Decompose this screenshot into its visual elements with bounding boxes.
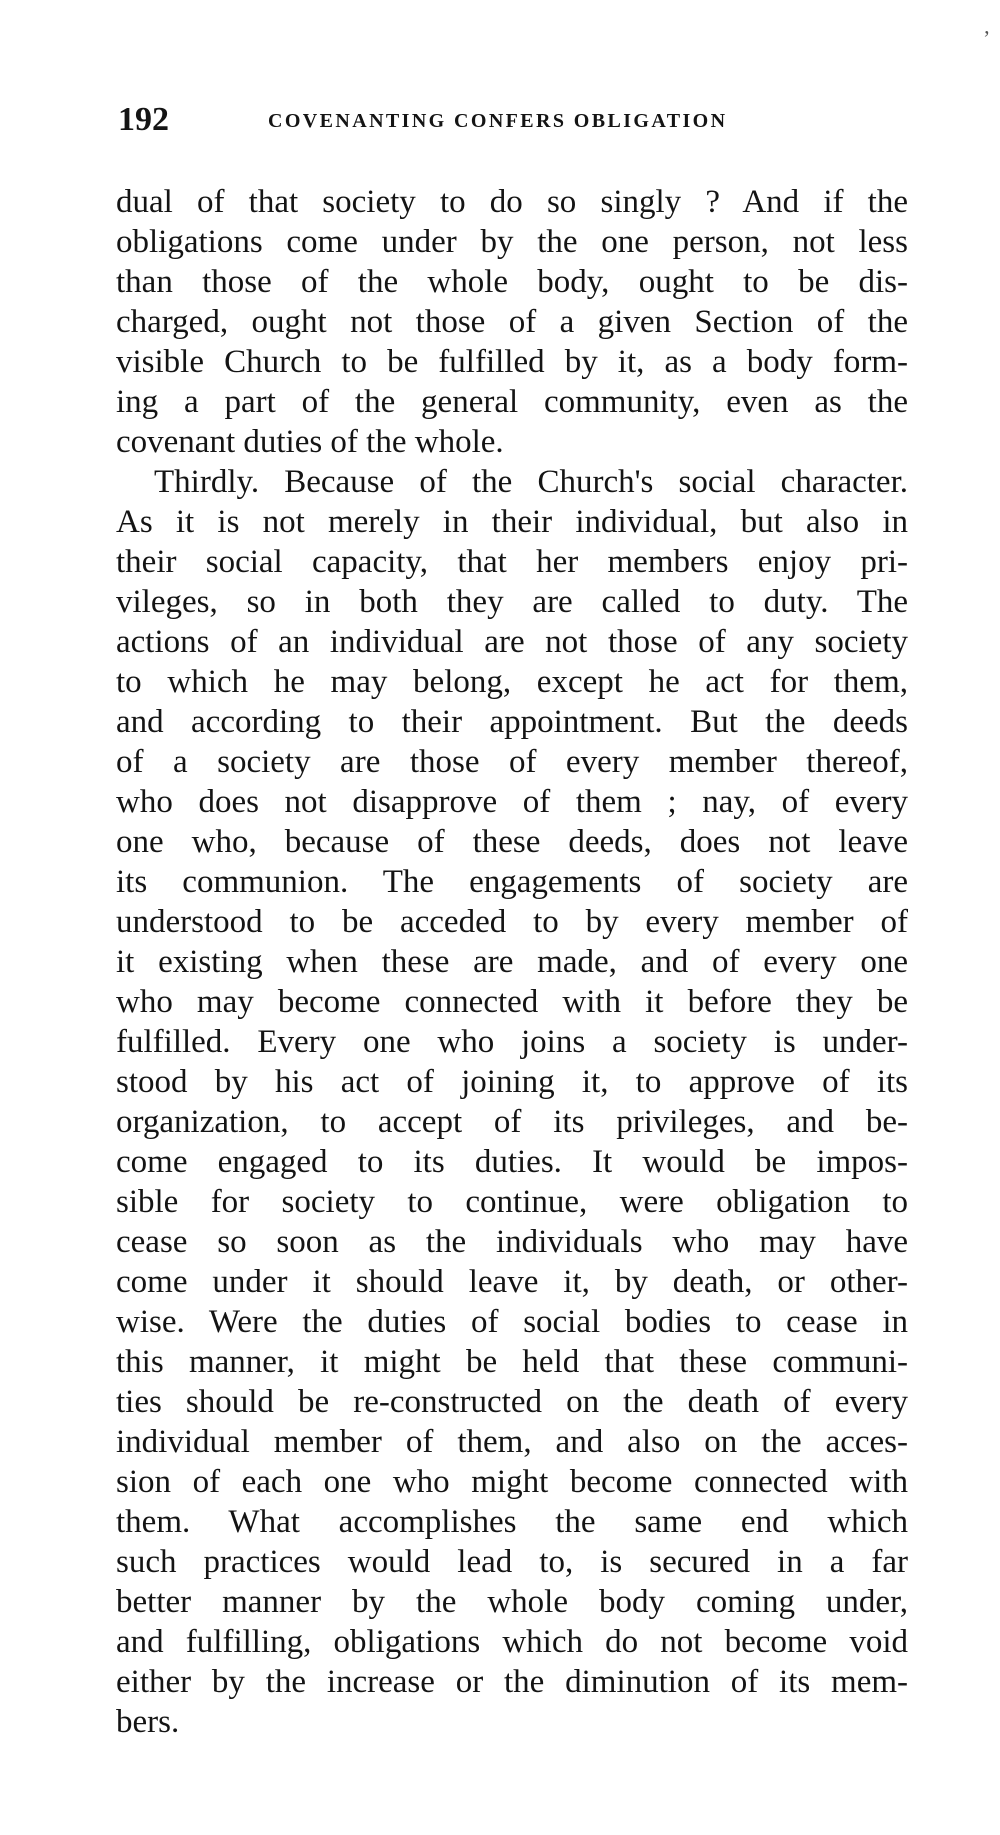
running-head: [118, 100, 908, 140]
text-line: wise. Were the duties of social bodies to cease in: [116, 1304, 908, 1340]
text-line: come engaged to its duties. It would be impos-: [116, 1144, 908, 1180]
text-line: than those of the whole body, ought to be dis-: [116, 264, 908, 300]
text-line: its communion. The engagements of society are: [116, 864, 908, 900]
text-line: vileges, so in both they are called to duty. The: [116, 584, 908, 620]
text-line: it existing when these are made, and of every one: [116, 944, 908, 980]
text-line: better manner by the whole body coming under,: [116, 1584, 908, 1620]
text-line: ing a part of the general community, even as the: [116, 384, 908, 420]
text-line: of a society are those of every member thereof,: [116, 744, 908, 780]
text-line: to which he may belong, except he act for them,: [116, 664, 908, 700]
text-line: either by the increase or the diminution of its mem-: [116, 1664, 908, 1700]
margin-mark: ʼ: [983, 26, 991, 51]
text-line: cease so soon as the individuals who may have: [116, 1224, 908, 1260]
body-text: [116, 182, 908, 1742]
text-line: one who, because of these deeds, does not leave: [116, 824, 908, 860]
text-line: covenant duties of the whole.: [116, 424, 504, 460]
text-line: come under it should leave it, by death, or other-: [116, 1264, 908, 1300]
text-line: sible for society to continue, were obligation to: [116, 1184, 908, 1220]
text-line: ties should be re-constructed on the death of every: [116, 1384, 908, 1420]
text-line: dual of that society to do so singly ? And if the: [116, 184, 908, 220]
text-line: individual member of them, and also on the acces-: [116, 1424, 908, 1460]
text-line: organization, to accept of its privileges, and be-: [116, 1104, 908, 1140]
paragraph-start-line: Thirdly. Because of the Church's social character.: [154, 464, 908, 500]
text-line: and according to their appointment. But the deeds: [116, 704, 908, 740]
text-line: such practices would lead to, is secured in a far: [116, 1544, 908, 1580]
text-line: sion of each one who might become connected with: [116, 1464, 908, 1500]
text-line: and fulfilling, obligations which do not become void: [116, 1624, 908, 1660]
text-line: actions of an individual are not those of any society: [116, 624, 908, 660]
text-line: fulfilled. Every one who joins a society is under-: [116, 1024, 908, 1060]
text-line: visible Church to be fulfilled by it, as a body form-: [116, 344, 908, 380]
text-line: As it is not merely in their individual, but also in: [116, 504, 908, 540]
text-line: obligations come under by the one person, not less: [116, 224, 908, 260]
running-title: COVENANTING CONFERS OBLIGATION: [268, 110, 728, 132]
text-line: this manner, it might be held that these communi-: [116, 1344, 908, 1380]
text-line: them. What accomplishes the same end which: [116, 1504, 908, 1540]
page-number: 192: [118, 101, 169, 138]
text-line: who does not disapprove of them ; nay, of every: [116, 784, 908, 820]
text-line: bers.: [116, 1704, 180, 1740]
text-line: stood by his act of joining it, to approve of its: [116, 1064, 908, 1100]
text-line: charged, ought not those of a given Section of the: [116, 304, 908, 340]
text-line: their social capacity, that her members enjoy pri-: [116, 544, 908, 580]
text-line: who may become connected with it before they be: [116, 984, 908, 1020]
text-line: understood to be acceded to by every member of: [116, 904, 908, 940]
